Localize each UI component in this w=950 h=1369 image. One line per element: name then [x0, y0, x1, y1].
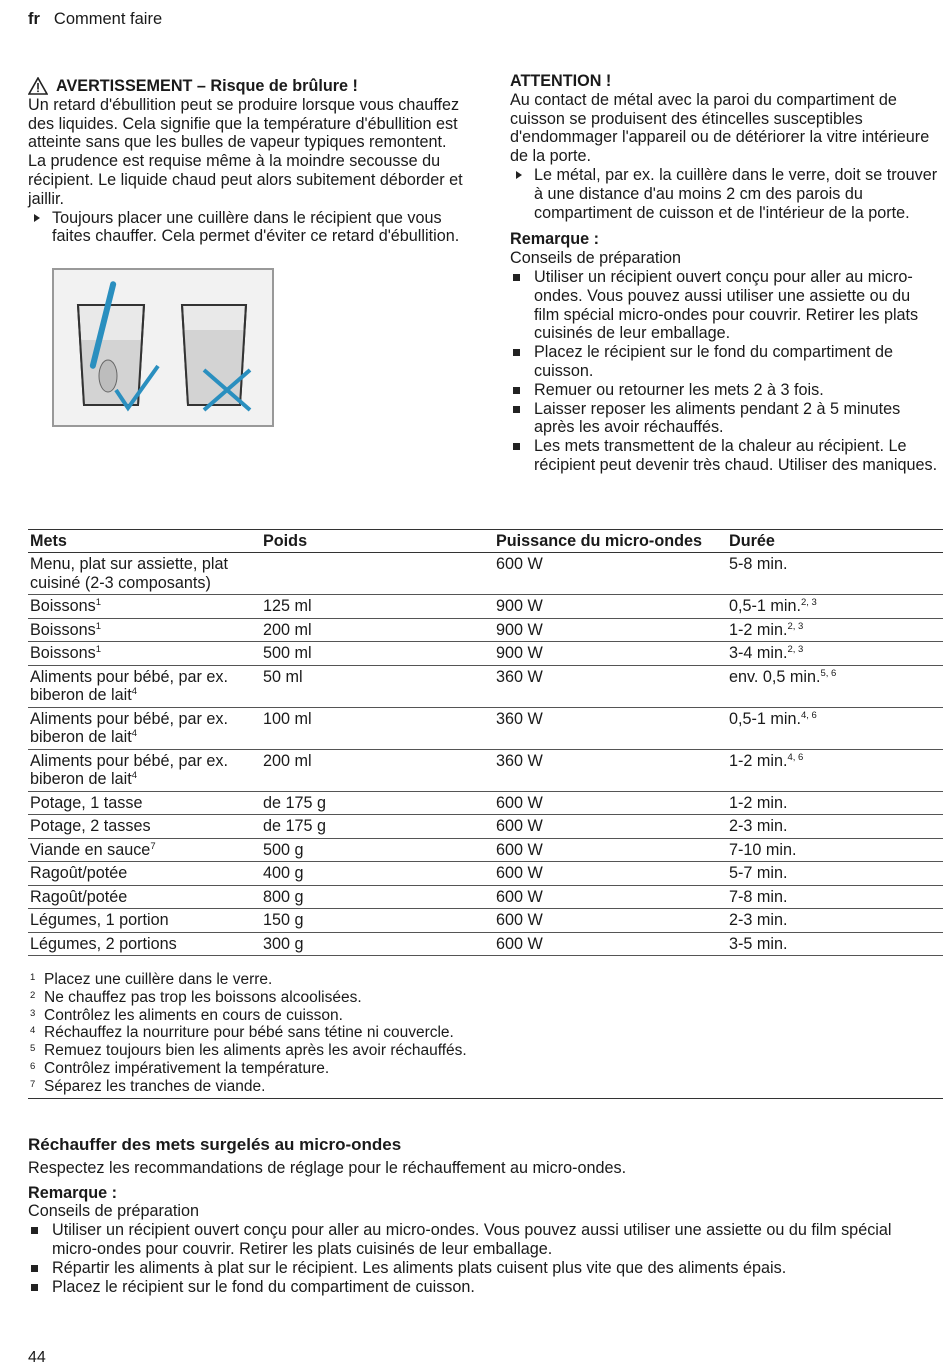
cell-text: Potage, 2 tasses	[30, 817, 151, 835]
cell-text: de 175 g	[263, 817, 327, 835]
remark-item: Placez le récipient sur le fond du compartiment de cuisson.	[510, 343, 938, 381]
cell-text: Viande en sauce	[30, 840, 151, 859]
footnote-ref: 1	[95, 597, 101, 608]
table-row	[28, 749, 943, 791]
table-cell	[727, 642, 943, 666]
table-cell	[261, 862, 494, 886]
page-header	[28, 10, 162, 29]
cell-text: 2-3 min.	[729, 911, 788, 929]
table-cell	[28, 553, 261, 595]
table-row	[28, 932, 943, 956]
footnote-ref: 4, 6	[787, 751, 804, 763]
footnote-ref: 5, 6	[820, 667, 837, 679]
table-cell	[494, 885, 727, 909]
cell-text: 300 g	[263, 934, 304, 953]
cell-text: 125 ml	[263, 597, 312, 615]
cell-text: 1-2 min.	[729, 793, 788, 812]
remark-item: Utiliser un récipient ouvert conçu pour aller au micro-ondes. Vous pouvez aussi utiliser une assiette ou du film spécial micro-ondes pour couvrir. Retirer les plats cuisinés de leur emballage.	[510, 268, 938, 343]
cell-text: 600 W	[496, 887, 543, 906]
cell-text: 3-4 min.	[729, 644, 788, 662]
footnote-number: 5	[30, 1043, 36, 1055]
table-row	[28, 618, 943, 642]
table-cell	[494, 707, 727, 749]
cell-text: Ragoût/potée	[30, 887, 128, 906]
remark-item: Les mets transmettent de la chaleur au récipient. Le récipient peut devenir très chaud. Utiliser des maniques.	[510, 437, 938, 475]
table-row	[28, 791, 943, 815]
table-cell	[494, 909, 727, 933]
table-cell	[727, 862, 943, 886]
remark-title: Remarque :	[510, 230, 600, 249]
cell-text: Menu, plat sur assiette, plat cuisiné (2-3 composants)	[30, 555, 228, 592]
table-cell	[261, 815, 494, 839]
table-cell	[727, 909, 943, 933]
cell-text: Boissons	[30, 620, 96, 639]
table-cell	[261, 791, 494, 815]
cell-text: 3-5 min.	[729, 934, 788, 953]
cell-text: 600 W	[496, 555, 543, 573]
cell-text: Boissons	[30, 644, 96, 662]
cell-text: de 175 g	[263, 793, 327, 812]
table-row	[28, 665, 943, 707]
footnote-ref: 4	[131, 770, 137, 781]
table-header-row	[28, 530, 943, 553]
table-cell	[28, 791, 261, 815]
remark-subtitle: Conseils de préparation	[510, 249, 681, 268]
warning-text: Un retard d'ébullition peut se produire lorsque vous chauffez des liquides. Cela signifie que la température d'ébullition est atteinte sans que les bulles de vapeur typiques remontent. La prudence est requise même à la moindre secousse du récipient. Le liquide chaud peut alors subitement déborder et jaillir.	[28, 95, 463, 208]
page-number: 44	[28, 1349, 46, 1366]
spoon-in-glass-illustration	[52, 268, 274, 427]
glass-illustration	[54, 270, 272, 425]
header-title: Comment faire	[53, 10, 163, 28]
attention-title: ATTENTION !	[510, 72, 612, 90]
column-header: Poids	[261, 530, 494, 553]
table-cell	[494, 862, 727, 886]
table-cell	[727, 749, 943, 791]
table-cell	[261, 618, 494, 642]
cell-text: 1-2 min.	[729, 751, 788, 770]
footnote-ref: 4	[131, 728, 137, 739]
section-remark-subtitle: Conseils de préparation	[28, 1202, 199, 1221]
table-row	[28, 909, 943, 933]
cell-text: 600 W	[496, 793, 543, 812]
cell-text: 0,5-1 min.	[729, 709, 801, 728]
table-row	[28, 815, 943, 839]
footnote-number: 3	[30, 1007, 36, 1019]
footnote	[28, 1007, 943, 1025]
table-cell	[727, 932, 943, 956]
table-cell	[28, 665, 261, 707]
remark-item: Laisser reposer les aliments pendant 2 à 5 minutes après les avoir réchauffés.	[510, 400, 938, 438]
table-cell	[261, 707, 494, 749]
warning-block	[28, 77, 468, 246]
table-cell	[261, 749, 494, 791]
table-cell	[261, 642, 494, 666]
footnote-ref: 4	[131, 686, 137, 697]
table-cell	[494, 642, 727, 666]
cell-text: 500 ml	[263, 644, 312, 662]
warning-title: AVERTISSEMENT – Risque de brûlure !	[56, 77, 358, 95]
table-cell	[727, 665, 943, 707]
table-cell	[727, 553, 943, 595]
table-row	[28, 642, 943, 666]
table-cell	[261, 909, 494, 933]
footnote-number: 6	[30, 1060, 36, 1072]
cell-text: Ragoût/potée	[30, 864, 128, 882]
table-cell	[28, 642, 261, 666]
table-cell	[28, 838, 261, 862]
footnote	[28, 1078, 943, 1096]
cell-text: Potage, 1 tasse	[30, 793, 143, 812]
table-cell	[261, 595, 494, 619]
column-header: Durée	[727, 530, 943, 553]
cell-text: Légumes, 2 portions	[30, 934, 177, 953]
section-remark-title: Remarque :	[28, 1183, 118, 1202]
cell-text: 900 W	[496, 644, 543, 662]
cell-text: Légumes, 1 portion	[30, 911, 169, 929]
warning-step: Toujours placer une cuillère dans le récipient que vous faites chauffer. Cela permet d'éviter ce retard d'ébullition.	[28, 209, 468, 247]
table-row	[28, 862, 943, 886]
attention-block	[510, 72, 938, 475]
table-cell	[28, 618, 261, 642]
table-cell	[494, 553, 727, 595]
cell-text: 360 W	[496, 751, 543, 770]
table-cell	[494, 932, 727, 956]
footnote-text: Séparez les tranches de viande.	[44, 1077, 266, 1095]
cell-text: 7-10 min.	[729, 840, 797, 859]
section-title: Réchauffer des mets surgelés au micro-ondes	[28, 1135, 402, 1154]
cell-text: 400 g	[263, 864, 304, 882]
table-cell	[261, 553, 494, 595]
footnote-ref: 7	[150, 840, 156, 852]
frozen-section	[28, 1136, 933, 1296]
cell-text: 200 ml	[263, 751, 312, 770]
table-cell	[494, 749, 727, 791]
table-cell	[494, 815, 727, 839]
cell-text: 600 W	[496, 911, 543, 929]
table-cell	[261, 885, 494, 909]
footnote	[28, 1060, 943, 1078]
table-cell	[261, 665, 494, 707]
table-cell	[28, 707, 261, 749]
footnote-ref: 1	[95, 620, 101, 632]
section-item: Utiliser un récipient ouvert conçu pour aller au micro-ondes. Vous pouvez aussi utiliser une assiette ou du film spécial micro-ondes pour couvrir. Retirer les plats cuisinés de leur emballage.	[28, 1221, 933, 1259]
cell-text: 100 ml	[263, 709, 312, 728]
table-cell	[727, 618, 943, 642]
warning-title-row	[28, 77, 468, 96]
cell-text: 600 W	[496, 864, 543, 882]
cell-text: 600 W	[496, 840, 543, 859]
cell-text: 900 W	[496, 620, 543, 639]
cell-text: 0,5-1 min.	[729, 597, 801, 615]
table-cell	[28, 885, 261, 909]
table-row	[28, 838, 943, 862]
footnote-ref: 2, 3	[800, 597, 817, 608]
cell-text: 50 ml	[263, 667, 303, 686]
footnote	[28, 1024, 943, 1042]
table-row	[28, 885, 943, 909]
table-cell	[727, 707, 943, 749]
cell-text: 1-2 min.	[729, 620, 788, 639]
footnote-number: 1	[30, 972, 36, 983]
cell-text: env. 0,5 min.	[729, 667, 821, 686]
cell-text: 900 W	[496, 597, 543, 615]
cell-text: 5-8 min.	[729, 555, 788, 573]
section-item: Placez le récipient sur le fond du compartiment de cuisson.	[28, 1278, 933, 1297]
section-intro: Respectez les recommandations de réglage pour le réchauffement au micro-ondes.	[28, 1158, 627, 1177]
table-cell	[28, 862, 261, 886]
cell-text: 600 W	[496, 934, 543, 953]
table-cell	[28, 909, 261, 933]
cell-text: 360 W	[496, 667, 543, 686]
footnote	[28, 971, 943, 989]
table-cell	[494, 618, 727, 642]
footnote-ref: 2, 3	[787, 644, 804, 655]
table-cell	[494, 665, 727, 707]
table-row	[28, 707, 943, 749]
table-cell	[261, 932, 494, 956]
footnote-number: 4	[30, 1025, 36, 1037]
cell-text: 5-7 min.	[729, 864, 788, 882]
reheating-table	[28, 529, 943, 956]
language-code: fr	[28, 10, 40, 28]
table-cell	[494, 838, 727, 862]
section-item: Répartir les aliments à plat sur le récipient. Les aliments plats cuisent plus vite que des aliments épais.	[28, 1259, 933, 1278]
table-cell	[494, 791, 727, 815]
footnote-text: Contrôlez les aliments en cours de cuisson.	[44, 1006, 343, 1024]
table-cell	[727, 791, 943, 815]
attention-step: Le métal, par ex. la cuillère dans le verre, doit se trouver à une distance d'au moins 2 cm des parois du compartiment de cuisson et de l'intérieur de la porte.	[510, 166, 938, 222]
table-cell	[727, 815, 943, 839]
table-cell	[28, 749, 261, 791]
footnote-text: Remuez toujours bien les aliments après les avoir réchauffés.	[44, 1042, 467, 1060]
footnote-number: 2	[30, 989, 36, 1001]
cell-text: 200 ml	[263, 620, 312, 639]
footnote-ref: 2, 3	[787, 620, 804, 632]
footnote	[28, 1042, 943, 1060]
cell-text: Aliments pour bébé, par ex. biberon de lait	[30, 709, 228, 746]
footnote-ref: 4, 6	[800, 709, 817, 721]
footnote-text: Ne chauffez pas trop les boissons alcoolisées.	[44, 988, 362, 1006]
table-cell	[28, 815, 261, 839]
cell-text: Boissons	[30, 597, 96, 615]
table-row	[28, 553, 943, 595]
cell-text: 600 W	[496, 817, 543, 835]
column-header: Mets	[28, 530, 261, 553]
cell-text: 800 g	[263, 887, 304, 906]
table-cell	[28, 595, 261, 619]
footnote-number: 7	[30, 1078, 36, 1090]
cell-text: 2-3 min.	[729, 817, 788, 835]
cell-text: 360 W	[496, 709, 543, 728]
table-cell	[727, 595, 943, 619]
table-cell	[261, 838, 494, 862]
cell-text: 150 g	[263, 911, 304, 929]
warning-icon	[28, 77, 48, 95]
column-header: Puissance du micro-ondes	[494, 530, 727, 553]
footnote-text: Placez une cuillère dans le verre.	[44, 971, 273, 988]
footnote-ref: 1	[95, 644, 101, 655]
footnote-text: Contrôlez impérativement la température.	[44, 1059, 330, 1077]
footnote	[28, 989, 943, 1007]
table-cell	[727, 885, 943, 909]
cell-text: 7-8 min.	[729, 887, 788, 906]
table-cell	[28, 932, 261, 956]
table-row	[28, 595, 943, 619]
remark-item: Remuer ou retourner les mets 2 à 3 fois.	[510, 381, 938, 400]
cell-text: 500 g	[263, 840, 304, 859]
footnote-text: Réchauffez la nourriture pour bébé sans tétine ni couvercle.	[44, 1024, 454, 1042]
table-cell	[727, 838, 943, 862]
attention-text: Au contact de métal avec la paroi du compartiment de cuisson se produisent des étincelles susceptibles d'endommager l'appareil ou de détériorer la vitre intérieure de la porte.	[510, 90, 930, 166]
footnotes	[28, 971, 943, 1099]
cell-text: Aliments pour bébé, par ex. biberon de lait	[30, 751, 228, 788]
table-cell	[494, 595, 727, 619]
cell-text: Aliments pour bébé, par ex. biberon de lait	[30, 667, 228, 704]
